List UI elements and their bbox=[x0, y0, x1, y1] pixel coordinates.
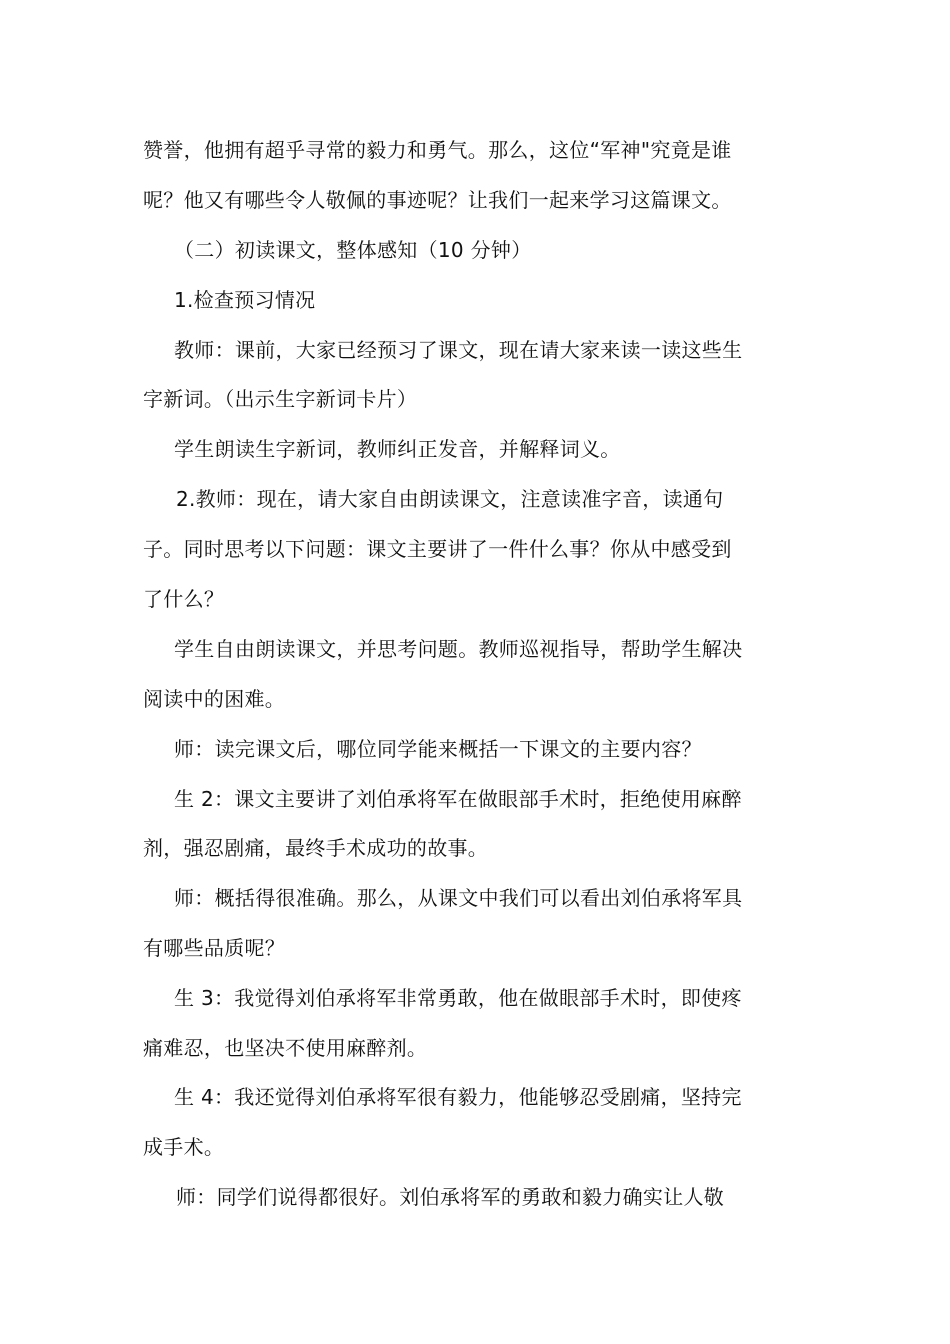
text-line: 剂，强忍剧痛，最终手术成功的故事。 bbox=[143, 836, 489, 860]
text-line: 学生朗读生字新词，教师纠正发音，并解释词义。 bbox=[174, 437, 621, 461]
text-line: 师：同学们说得都很好。刘伯承将军的勇敢和毅力确实让人敬 bbox=[176, 1185, 725, 1209]
text-line: 字新词。（出示生字新词卡片） bbox=[143, 387, 418, 411]
subsection-heading: 1.检查预习情况 bbox=[174, 288, 316, 312]
text-line: 呢？他又有哪些令人敬佩的事迹呢？让我们一起来学习这篇课文。 bbox=[143, 188, 732, 212]
text-line: 赞誉，他拥有超乎寻常的毅力和勇气。那么，这位“军神"究竟是谁 bbox=[143, 138, 732, 162]
text-line: 阅读中的困难。 bbox=[143, 687, 286, 711]
text-line: 了什么？ bbox=[143, 587, 225, 611]
text-line: 生 2：课文主要讲了刘伯承将军在做眼部手术时，拒绝使用麻醉 bbox=[174, 787, 742, 811]
text-line: 生 4：我还觉得刘伯承将军很有毅力，他能够忍受剧痛，坚持完 bbox=[174, 1085, 742, 1109]
text-line: 师：概括得很准确。那么，从课文中我们可以看出刘伯承将军具 bbox=[174, 886, 743, 910]
text-line: 有哪些品质呢？ bbox=[143, 936, 286, 960]
text-line: 生 3：我觉得刘伯承将军非常勇敢，他在做眼部手术时，即使疼 bbox=[174, 986, 742, 1010]
text-line: 教师：课前，大家已经预习了课文，现在请大家来读一读这些生 bbox=[174, 338, 743, 362]
text-line: 子。同时思考以下问题：课文主要讲了一件什么事？你从中感受到 bbox=[143, 537, 732, 561]
text-line: 师：读完课文后，哪位同学能来概括一下课文的主要内容？ bbox=[174, 737, 702, 761]
section-heading: （二）初读课文，整体感知（10 分钟） bbox=[174, 238, 532, 262]
text-line: 学生自由朗读课文，并思考问题。教师巡视指导，帮助学生解决 bbox=[174, 637, 743, 661]
text-line: 成手术。 bbox=[143, 1135, 225, 1159]
text-line: 痛难忍，也坚决不使用麻醉剂。 bbox=[143, 1036, 428, 1060]
text-line: 2.教师：现在，请大家自由朗读课文，注意读准字音，读通句 bbox=[176, 487, 724, 511]
